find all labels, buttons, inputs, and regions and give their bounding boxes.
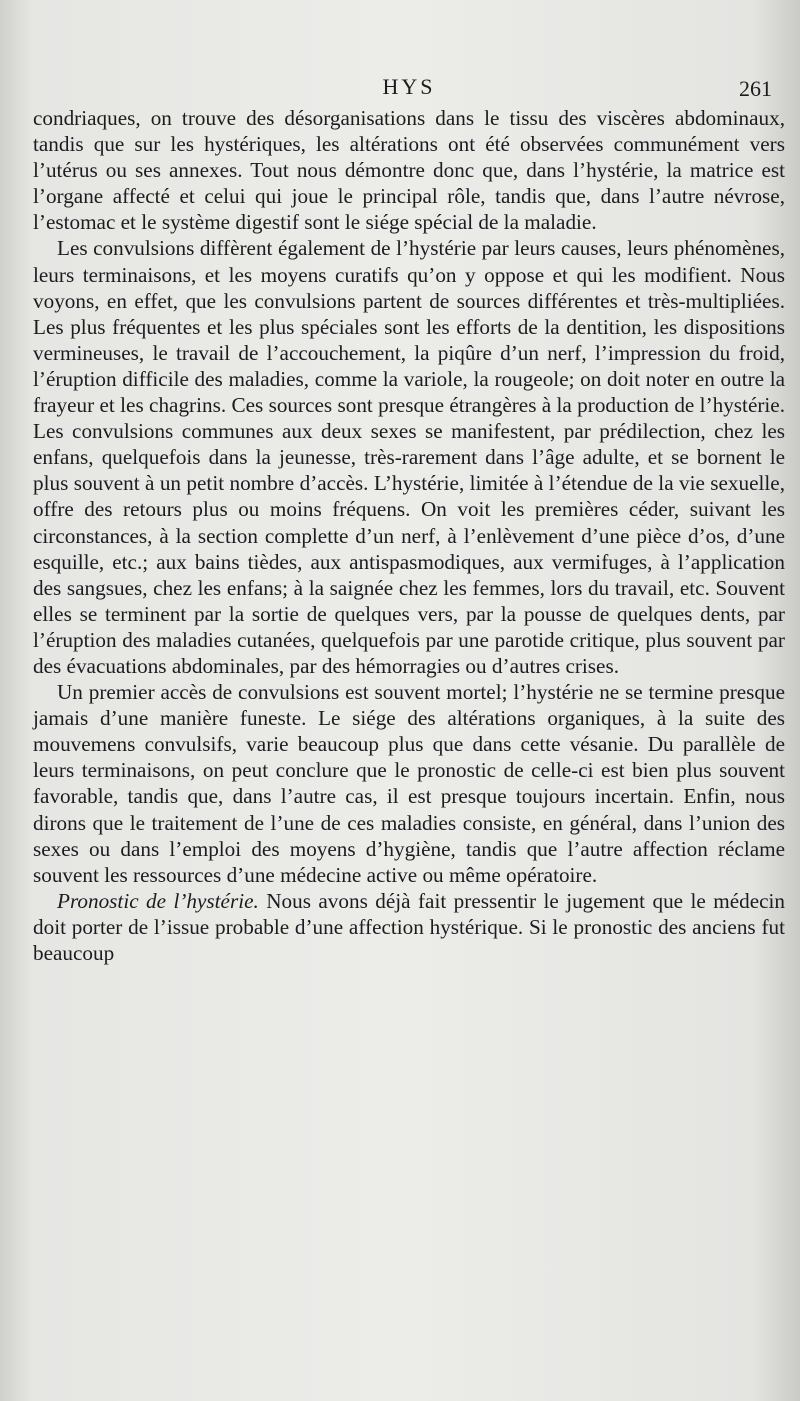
paragraph-convulsions: Les convulsions diffèrent également de l’hystérie par leurs causes, leurs phénomènes, leurs terminaisons, et les moyens curatifs qu’on y oppose et qui les modifient. Nous voyons, en effet, que les convulsions partent de sources différentes et très-multipliées. Les plus fréquentes et les plus spéciales sont les efforts de la dentition, les dispositions vermineuses, le travail de l’accouchement, la piqûre d’un nerf, l’impression du froid, l’éruption difficile des maladies, comme la variole, la rougeole; on doit noter en outre la frayeur et les chagrins. Ces sources sont presque étrangères à la production de l’hystérie. Les convulsions communes aux deux sexes se manifestent, par prédilection, chez les enfans, quelquefois dans la jeunesse, très-rarement dans l’âge adulte, et se bornent le plus souvent à un petit nombre d’accès. L’hystérie, limitée à l’étendue de la vie sexuelle, offre des retours plus ou moins fréquens. On voit les premières céder, suivant les circonstances, à la section complette d’un nerf, à l’enlèvement d’une pièce d’os, d’une esquille, etc.; aux bains tièdes, aux antispasmodiques, aux vermifuges, à l’application des sangsues, chez les enfans; à la saignée chez les femmes, lors du travail, etc. Souvent elles se terminent par la sortie de quelques vers, par la pousse de quelques dents, par l’éruption des maladies cutanées, quelquefois par une parotide critique, plus souvent par des évacuations abdominales, par des hémorragies ou d’autres crises.	[33, 236, 785, 678]
section-title: Pronostic de l’hystérie.	[57, 888, 259, 913]
paragraph-pronostic	[33, 888, 785, 966]
paragraph-pronostic-text: Nous avons déjà fait pressentir le jugement que le médecin doit porter de l’issue probable d’une affection hystérique. Si le pronostic des anciens fut beaucoup	[33, 888, 785, 965]
page-number: 261	[739, 76, 772, 101]
paragraph-continued: condriaques, on trouve des désorganisations dans le tissu des viscères abdominaux, tandis que sur les hystériques, les altérations ont été observées communément vers l’utérus ou ses annexes. Tout nous démontre donc que, dans l’hystérie, la matrice est l’organe affecté et celui qui joue le principal rôle, tandis que, dans l’autre névrose, l’estomac et le système digestif sont le siége spécial de la maladie.	[33, 106, 785, 235]
body-text	[33, 105, 785, 966]
paragraph-premier-acces: Un premier accès de convulsions est souvent mortel; l’hystérie ne se termine presque jamais d’une manière funeste. Le siége des altérations organiques, à la suite des mouvemens convulsifs, varie beaucoup plus que dans cette vésanie. Du parallèle de leurs terminaisons, on peut conclure que le pronostic de celle-ci est bien plus souvent favorable, tandis que, dans l’autre cas, il est presque toujours incertain. Enfin, nous dirons que le traitement de l’une de ces maladies consiste, en général, dans l’union des sexes ou dans l’emploi des moyens d’hygiène, tandis que l’autre affection réclame souvent les ressources d’une médecine active ou même opératoire.	[33, 680, 785, 887]
page-header	[30, 74, 788, 104]
running-head: HYS	[382, 74, 436, 99]
